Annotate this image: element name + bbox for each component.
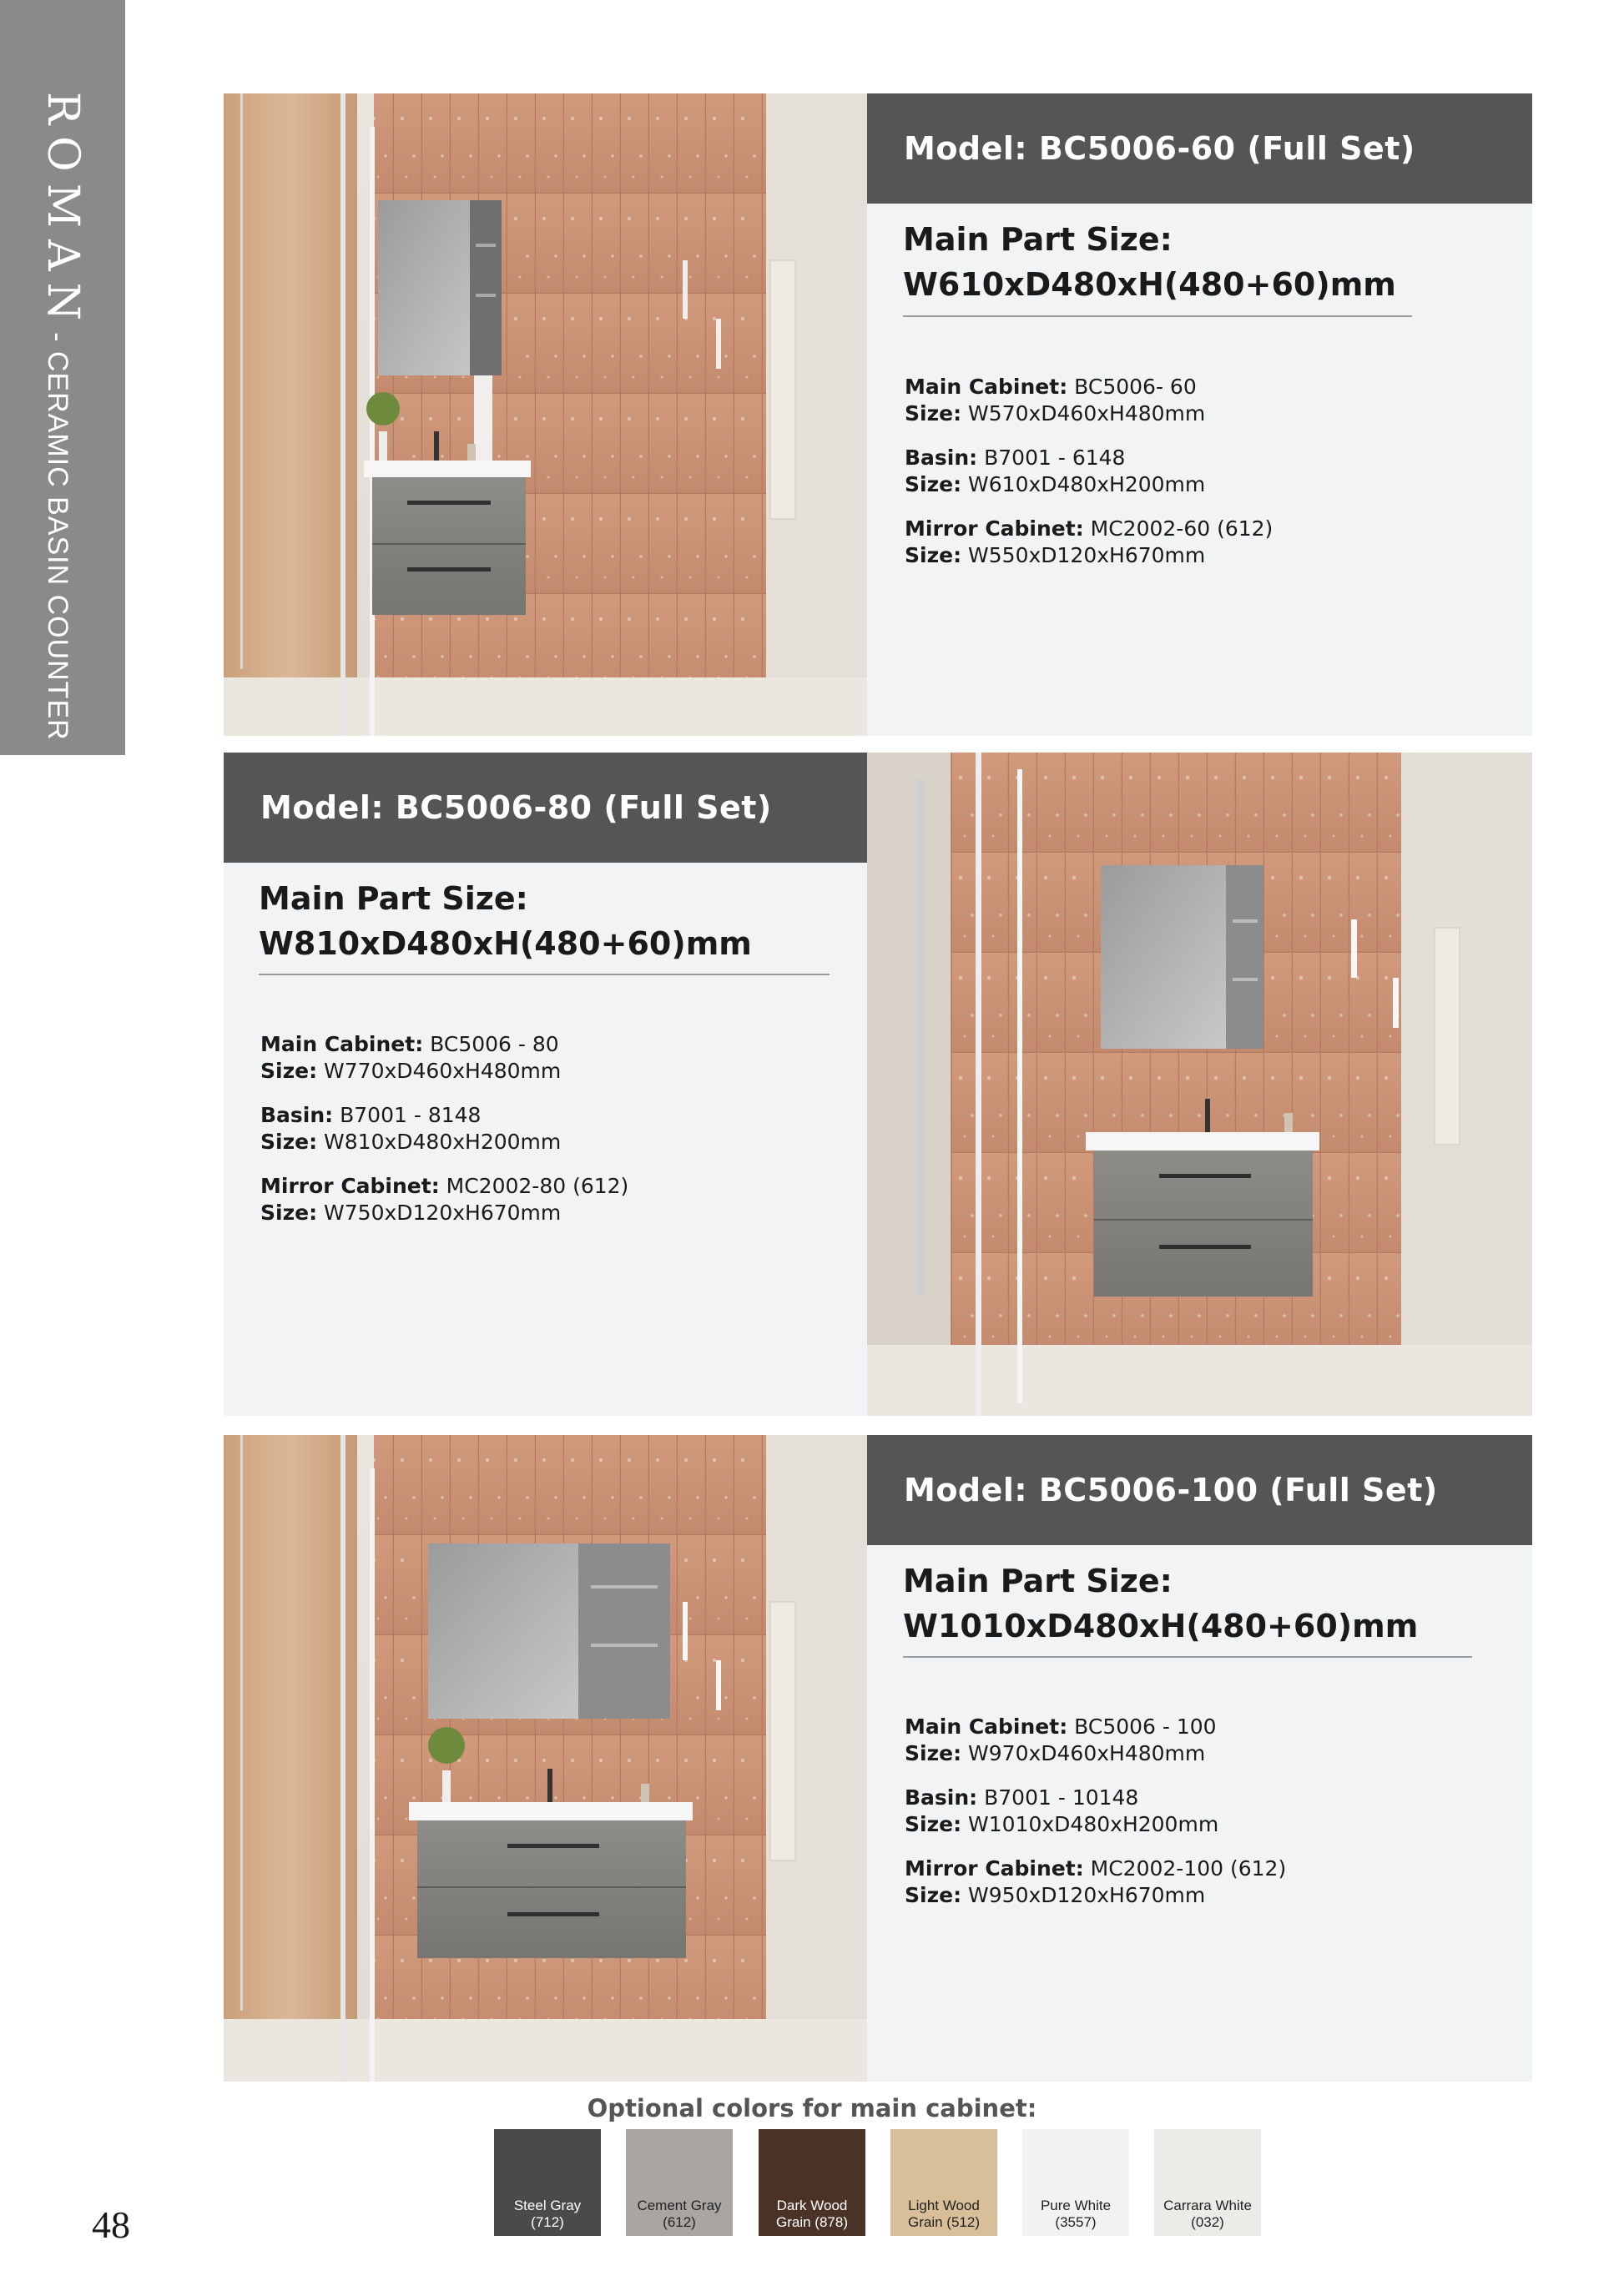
- side-tab: [0, 0, 125, 755]
- model-title-bc5006-80: Model: BC5006-80 (Full Set): [224, 753, 867, 863]
- spec-value: W610xD480xH200mm: [968, 472, 1206, 496]
- swatch-label-line2: (032): [1191, 2214, 1224, 2230]
- spec-value: W770xD460xH480mm: [324, 1059, 562, 1083]
- spec-label: Size:: [905, 543, 962, 567]
- spec-mirror-cabinet: [905, 1855, 1286, 1882]
- swatch-cement-gray: [626, 2129, 733, 2236]
- spec-value: W550xD120xH670mm: [968, 543, 1206, 567]
- main-part-size-label: Main Part Size:: [259, 880, 528, 917]
- spec-value: B7001 - 10148: [984, 1785, 1139, 1810]
- spec-main-cabinet-size: [905, 1740, 1286, 1767]
- spec-basin-size: [260, 1129, 628, 1156]
- main-part-size-bc5006-80: [259, 876, 752, 966]
- spec-list-bc5006-80: [260, 1031, 628, 1226]
- spec-value: W810xD480xH200mm: [324, 1130, 562, 1154]
- spec-value: BC5006- 60: [1074, 375, 1197, 399]
- swatch-label-line1: Steel Gray: [513, 2198, 582, 2213]
- swatch-pure-white: [1022, 2129, 1129, 2236]
- spec-label: Main Cabinet:: [905, 375, 1068, 399]
- spec-label: Main Cabinet:: [260, 1032, 424, 1056]
- spec-label: Size:: [905, 1812, 962, 1836]
- swatch-label-line1: Pure White: [1040, 2198, 1112, 2213]
- spec-label: Main Cabinet:: [905, 1714, 1068, 1739]
- swatch-light-wood-grain: [890, 2129, 997, 2236]
- spec-label: Mirror Cabinet:: [905, 1856, 1084, 1881]
- side-title: [38, 92, 88, 741]
- spec-label: Size:: [905, 1883, 962, 1907]
- swatch-carrara-white: [1154, 2129, 1261, 2236]
- main-part-size-value: W810xD480xH(480+60)mm: [259, 925, 752, 962]
- spec-label: Basin:: [905, 1785, 978, 1810]
- main-part-size-value: W1010xD480xH(480+60)mm: [903, 1608, 1419, 1644]
- spec-basin-size: [905, 1811, 1286, 1838]
- swatch-label-line2: Grain (512): [908, 2214, 980, 2230]
- main-part-size-label: Main Part Size:: [903, 221, 1173, 258]
- spec-basin: [260, 1102, 628, 1129]
- optional-colors-title: Optional colors for main cabinet:: [587, 2094, 1037, 2122]
- category-subtitle: - CERAMIC BASIN COUNTER: [42, 332, 73, 741]
- spec-basin: [905, 445, 1273, 471]
- spec-label: Basin:: [260, 1103, 334, 1127]
- spec-mirror-cabinet-size: [905, 542, 1273, 569]
- swatch-label-line2: (612): [663, 2214, 696, 2230]
- main-part-size-value: W610xD480xH(480+60)mm: [903, 266, 1396, 303]
- main-part-size-bc5006-60: [903, 217, 1396, 307]
- spec-mirror-cabinet-size: [260, 1200, 628, 1226]
- spec-list-bc5006-60: [905, 374, 1273, 569]
- spec-value: BC5006 - 100: [1074, 1714, 1217, 1739]
- swatch-label-line2: Grain (878): [776, 2214, 848, 2230]
- brand-name: ROMAN: [38, 92, 88, 333]
- swatch-label-line1: Carrara White: [1163, 2198, 1252, 2213]
- spec-label: Size:: [260, 1201, 318, 1225]
- spec-label: Size:: [905, 472, 962, 496]
- spec-label: Basin:: [905, 446, 978, 470]
- spec-main-cabinet-size: [260, 1058, 628, 1085]
- swatch-label-line2: (712): [531, 2214, 564, 2230]
- spec-label: Size:: [905, 1741, 962, 1765]
- swatch-label-line1: Light Wood: [908, 2198, 980, 2213]
- spec-list-bc5006-100: [905, 1714, 1286, 1909]
- spec-value: MC2002-60 (612): [1090, 516, 1273, 541]
- spec-value: MC2002-80 (612): [446, 1174, 629, 1198]
- spec-main-cabinet: [260, 1031, 628, 1058]
- swatch-label-line1: Dark Wood: [776, 2198, 848, 2213]
- main-part-size-bc5006-100: [903, 1558, 1418, 1649]
- spec-label: Size:: [260, 1059, 318, 1083]
- page-number: 48: [92, 2203, 130, 2246]
- spec-value: MC2002-100 (612): [1090, 1856, 1287, 1881]
- spec-value: W570xD460xH480mm: [968, 401, 1206, 425]
- spec-value: W970xD460xH480mm: [968, 1741, 1206, 1765]
- spec-main-cabinet-size: [905, 400, 1273, 427]
- spec-value: B7001 - 6148: [984, 446, 1126, 470]
- spec-label: Mirror Cabinet:: [905, 516, 1084, 541]
- model-title-bc5006-100: Model: BC5006-100 (Full Set): [867, 1435, 1532, 1545]
- spec-label: Mirror Cabinet:: [260, 1174, 440, 1198]
- spec-mirror-cabinet: [260, 1173, 628, 1200]
- spec-value: W1010xD480xH200mm: [968, 1812, 1219, 1836]
- spec-value: BC5006 - 80: [430, 1032, 559, 1056]
- product-photo-bc5006-60: [224, 93, 867, 736]
- swatch-steel-gray: [494, 2129, 601, 2236]
- main-part-size-label: Main Part Size:: [903, 1563, 1173, 1599]
- spec-label: Size:: [260, 1130, 318, 1154]
- spec-basin: [905, 1785, 1286, 1811]
- swatch-label-line1: Cement Gray: [637, 2198, 722, 2213]
- spec-basin-size: [905, 471, 1273, 498]
- spec-main-cabinet: [905, 374, 1273, 400]
- divider-line: [903, 315, 1412, 317]
- divider-line: [259, 974, 830, 975]
- spec-main-cabinet: [905, 1714, 1286, 1740]
- spec-label: Size:: [905, 401, 962, 425]
- spec-mirror-cabinet-size: [905, 1882, 1286, 1909]
- swatch-label-line2: (3557): [1055, 2214, 1097, 2230]
- spec-mirror-cabinet: [905, 516, 1273, 542]
- spec-value: B7001 - 8148: [340, 1103, 482, 1127]
- spec-value: W950xD120xH670mm: [968, 1883, 1206, 1907]
- swatch-dark-wood-grain: [759, 2129, 865, 2236]
- spec-value: W750xD120xH670mm: [324, 1201, 562, 1225]
- product-photo-bc5006-100: [224, 1435, 867, 2082]
- divider-line: [903, 1656, 1472, 1658]
- product-photo-bc5006-80: [867, 753, 1532, 1416]
- model-title-bc5006-60: Model: BC5006-60 (Full Set): [867, 93, 1532, 204]
